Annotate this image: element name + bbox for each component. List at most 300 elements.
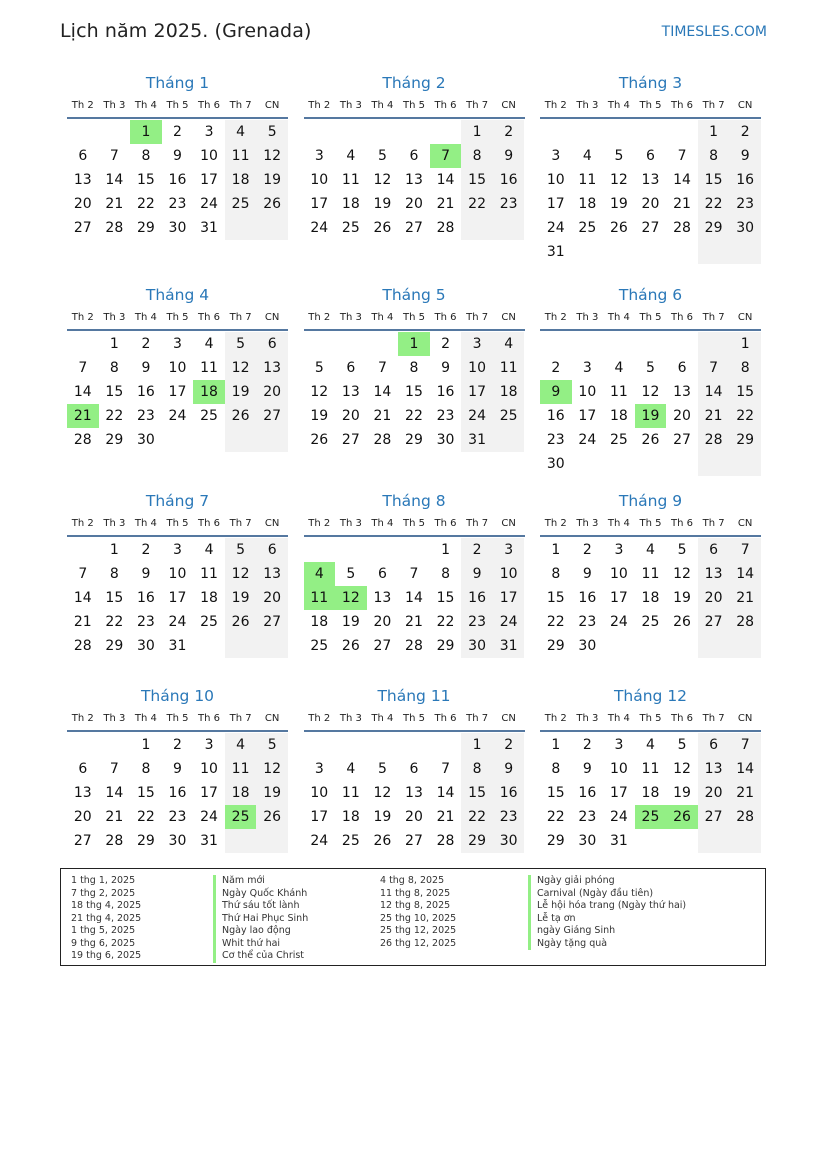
day-cell: 17 [200,172,218,188]
day-cell: 2 [582,737,592,753]
day-cell: 6 [698,538,730,562]
weekday-label: Th 7 [466,518,489,529]
empty-day-cell [698,332,730,356]
day-cell: 4 [646,737,655,753]
day-cell: 14 [673,172,691,188]
day-cell: 8 [698,144,730,168]
day-cell: 21 [729,781,761,805]
legend-holiday-name: Cơ thể của Christ [213,950,308,963]
day-cell: 5 [314,360,324,376]
empty-day-cell [256,428,288,452]
day-cell: 31 [546,244,565,260]
day-cell: 22 [136,809,155,825]
weekday-label: Th 2 [71,100,94,111]
day-cell: 24 [200,809,218,825]
day-cell: 18 [578,196,597,212]
empty-day-cell [430,120,462,144]
month-title: Tháng 1 [145,74,210,92]
day-cell: 7 [109,148,119,164]
empty-day-cell [398,120,430,144]
empty-day-cell [666,332,698,356]
day-cell: 8 [461,757,493,781]
day-cell: 12 [256,144,288,168]
day-cell: 24 [200,196,218,212]
day-cell: 20 [373,614,392,630]
day-cell: 11 [578,172,597,188]
weekday-label: Th 4 [371,713,394,724]
day-cell: 16 [729,168,761,192]
day-cell: 3 [204,124,214,140]
day-cell: 2 [141,542,151,558]
day-cell: 1 [461,733,493,757]
day-cell: 10 [310,172,329,188]
day-cell: 20 [673,408,691,424]
day-cell: 11 [341,172,360,188]
day-cell: 11 [609,384,628,400]
empty-day-cell [367,332,399,356]
day-cell: 6 [346,360,356,376]
day-cell: 13 [373,590,392,606]
day-cell: 18 [641,785,660,801]
day-cell: 23 [578,614,597,630]
weekday-label: Th 2 [308,312,331,323]
day-cell: 11 [225,144,257,168]
days-grid [67,332,288,452]
weekday-label: Th 4 [134,100,157,111]
day-cell: 3 [614,542,624,558]
weekday-label: CN [264,312,280,323]
day-cell: 28 [698,428,730,452]
weekday-label: CN [501,518,516,529]
day-cell: 24 [609,614,628,630]
empty-day-cell [698,634,730,658]
day-cell: 23 [546,432,565,448]
weekday-header [304,306,525,331]
brand-link[interactable]: TIMESLES.COM [661,24,767,40]
day-cell: 6 [78,761,88,777]
day-cell: 16 [578,785,597,801]
days-grid [67,733,288,853]
day-cell: 15 [436,590,455,606]
day-cell: 20 [341,408,360,424]
day-cell: 14 [436,785,455,801]
weekday-label: Th 2 [544,518,567,529]
day-cell: 25 [200,408,218,424]
day-cell: 13 [256,356,288,380]
empty-day-cell [335,538,367,562]
day-cell: 6 [677,360,687,376]
day-cell: 10 [609,566,628,582]
empty-day-cell [666,829,698,853]
weekday-header [540,94,761,119]
day-cell: 18 [200,590,218,606]
weekday-label: Th 5 [166,713,189,724]
day-cell: 27 [73,833,92,849]
empty-day-cell [335,733,367,757]
legend-holiday-name: Ngày Quốc Khánh [213,888,308,901]
weekday-label: Th 6 [434,312,457,323]
day-cell: 25 [341,220,360,236]
day-cell: 19 [225,380,257,404]
day-cell: 28 [405,638,423,654]
weekday-label: Th 4 [371,312,394,323]
day-cell: 26 [341,638,360,654]
day-cell: 12 [225,562,257,586]
day-cell: 6 [698,733,730,757]
month-calendar [304,685,525,896]
day-cell: 10 [310,785,329,801]
day-cell: 2 [493,733,525,757]
day-cell: 13 [698,757,730,781]
empty-day-cell [666,240,698,264]
day-cell: 29 [461,829,493,853]
day-cell: 25 [310,638,329,654]
day-cell: 23 [729,192,761,216]
day-cell: 23 [168,809,187,825]
legend-date: 11 thg 8, 2025 [380,887,451,899]
day-cell: 1 [109,542,119,558]
day-cell: 26 [609,220,628,236]
weekday-header [67,306,288,331]
day-cell: 17 [168,590,187,606]
day-cell: 16 [168,172,187,188]
day-cell: 19 [373,809,392,825]
empty-day-cell [335,120,367,144]
day-cell: 9 [173,148,182,164]
day-cell: 17 [546,196,565,212]
day-cell: 15 [461,781,493,805]
empty-day-cell [430,733,462,757]
day-cell: 26 [310,432,329,448]
weekday-label: Th 7 [702,100,725,111]
day-cell: 27 [341,432,360,448]
legend-holiday-name: Năm mới [213,875,308,888]
day-cell: 15 [405,384,423,400]
day-cell: 21 [436,809,455,825]
weekday-label: Th 2 [544,100,567,111]
day-cell: 3 [551,148,561,164]
legend-names-col-1 [213,875,308,963]
month-calendar [540,284,761,484]
day-cell: 7 [698,356,730,380]
day-cell: 19 [673,785,691,801]
legend-date: 7 thg 2, 2025 [71,887,136,899]
empty-day-cell [67,733,99,757]
weekday-label: CN [501,713,516,724]
day-cell: 27 [373,638,392,654]
day-cell: 10 [168,566,187,582]
holiday-day-cell: 12 [335,586,367,610]
empty-day-cell [635,240,667,264]
weekday-label: Th 5 [402,518,425,529]
day-cell: 12 [609,172,628,188]
empty-day-cell [461,216,493,240]
day-cell: 25 [641,614,660,630]
day-cell: 19 [256,168,288,192]
weekday-label: Th 2 [71,713,94,724]
day-cell: 11 [225,757,257,781]
day-cell: 19 [673,590,691,606]
weekday-label: Th 3 [339,518,362,529]
month-title: Tháng 8 [382,492,446,510]
weekday-label: Th 6 [671,518,694,529]
weekday-label: Th 7 [466,713,489,724]
day-cell: 22 [105,408,124,424]
day-cell: 11 [641,761,660,777]
day-cell: 7 [78,566,88,582]
weekday-label: Th 3 [339,312,362,323]
day-cell: 17 [493,586,525,610]
weekday-label: Th 5 [639,312,662,323]
empty-day-cell [367,120,399,144]
day-cell: 7 [78,360,88,376]
day-cell: 18 [493,380,525,404]
empty-day-cell [635,120,667,144]
day-cell: 4 [225,733,257,757]
day-cell: 7 [109,761,119,777]
day-cell: 14 [73,384,92,400]
day-cell: 13 [405,172,423,188]
day-cell: 24 [168,614,187,630]
weekday-label: Th 4 [607,312,630,323]
weekday-label: Th 4 [607,713,630,724]
day-cell: 21 [73,614,92,630]
day-cell: 27 [405,833,423,849]
empty-day-cell [193,428,225,452]
day-cell: 25 [609,432,628,448]
day-cell: 14 [405,590,423,606]
empty-day-cell [603,120,635,144]
day-cell: 6 [377,566,387,582]
day-cell: 4 [346,148,356,164]
empty-day-cell [572,240,604,264]
empty-day-cell [256,216,288,240]
day-cell: 2 [441,336,450,352]
day-cell: 2 [173,737,182,753]
day-cell: 1 [698,120,730,144]
day-cell: 5 [256,120,288,144]
day-cell: 23 [493,805,525,829]
day-cell: 10 [200,761,218,777]
month-calendar [304,72,525,278]
day-cell: 26 [256,805,288,829]
day-cell: 23 [168,196,187,212]
empty-day-cell [256,634,288,658]
weekday-label: Th 2 [71,312,94,323]
day-cell: 11 [493,356,525,380]
day-cell: 11 [200,566,218,582]
weekday-label: Th 5 [639,518,662,529]
weekday-label: Th 7 [702,312,725,323]
day-cell: 17 [310,809,329,825]
day-cell: 3 [461,332,493,356]
weekday-label: Th 6 [198,100,221,111]
day-cell: 15 [729,380,761,404]
day-cell: 9 [461,562,493,586]
weekday-label: Th 4 [371,100,394,111]
day-cell: 13 [341,384,360,400]
day-cell: 4 [346,761,356,777]
day-cell: 8 [141,761,151,777]
day-cell: 18 [225,168,257,192]
day-cell: 5 [677,737,687,753]
empty-day-cell [603,452,635,476]
weekday-label: Th 7 [466,100,489,111]
holiday-legend [60,868,766,966]
day-cell: 28 [373,432,392,448]
weekday-label: CN [264,713,280,724]
day-cell: 21 [105,196,124,212]
day-cell: 5 [225,538,257,562]
day-cell: 14 [729,562,761,586]
day-cell: 14 [436,172,455,188]
day-cell: 5 [346,566,356,582]
weekday-label: Th 7 [702,713,725,724]
day-cell: 13 [673,384,691,400]
day-cell: 7 [677,148,687,164]
day-cell: 24 [168,408,187,424]
empty-day-cell [398,538,430,562]
weekday-label: Th 3 [576,518,599,529]
legend-date: 19 thg 6, 2025 [71,950,142,961]
day-cell: 29 [405,432,423,448]
day-cell: 25 [200,614,218,630]
day-cell: 9 [441,360,450,376]
day-cell: 30 [136,638,155,654]
weekday-label: Th 3 [103,312,126,323]
day-cell: 15 [136,172,155,188]
month-title: Tháng 2 [382,74,446,92]
legend-holiday-name: Lễ tạ ơn [528,913,686,926]
empty-day-cell [304,120,336,144]
weekday-label: Th 3 [339,100,362,111]
day-cell: 22 [461,192,493,216]
day-cell: 9 [493,757,525,781]
day-cell: 28 [729,805,761,829]
day-cell: 17 [609,590,628,606]
holiday-day-cell: 25 [635,805,667,829]
day-cell: 23 [493,192,525,216]
empty-day-cell [162,428,194,452]
empty-day-cell [493,428,525,452]
days-grid [67,120,288,240]
day-cell: 21 [729,586,761,610]
day-cell: 14 [698,380,730,404]
days-grid [540,733,761,853]
weekday-label: Th 2 [308,713,331,724]
weekday-label: Th 3 [339,713,362,724]
day-cell: 3 [614,737,624,753]
day-cell: 30 [461,634,493,658]
weekday-label: Th 7 [229,518,252,529]
day-cell: 23 [136,614,155,630]
weekday-label: Th 4 [607,518,630,529]
month-title: Tháng 6 [618,286,683,304]
day-cell: 31 [461,428,493,452]
days-grid [67,538,288,658]
empty-day-cell [666,634,698,658]
day-cell: 22 [698,192,730,216]
empty-day-cell [635,829,667,853]
empty-day-cell [398,733,430,757]
day-cell: 15 [105,590,124,606]
day-cell: 11 [641,566,660,582]
day-cell: 3 [173,542,182,558]
weekday-label: Th 6 [198,312,221,323]
weekday-label: CN [501,312,516,323]
day-cell: 16 [461,586,493,610]
holiday-day-cell: 7 [430,144,462,168]
weekday-label: Th 4 [371,518,394,529]
day-cell: 3 [314,761,324,777]
day-cell: 29 [546,638,565,654]
empty-day-cell [635,332,667,356]
day-cell: 27 [256,404,288,428]
day-cell: 2 [461,538,493,562]
day-cell: 28 [436,833,455,849]
empty-day-cell [729,240,761,264]
day-cell: 27 [256,610,288,634]
day-cell: 13 [73,785,92,801]
days-grid [540,120,761,264]
days-grid [304,120,525,240]
day-cell: 19 [373,196,392,212]
day-cell: 1 [109,336,119,352]
holiday-day-cell: 1 [130,120,162,144]
day-cell: 8 [551,566,561,582]
day-cell: 10 [578,384,597,400]
empty-day-cell [304,733,336,757]
empty-day-cell [540,120,572,144]
day-cell: 22 [105,614,124,630]
weekday-label: Th 5 [166,312,189,323]
weekday-label: Th 2 [544,713,567,724]
day-cell: 19 [225,586,257,610]
empty-day-cell [698,829,730,853]
day-cell: 28 [105,220,124,236]
weekday-header [540,306,761,331]
day-cell: 12 [641,384,660,400]
day-cell: 4 [646,542,655,558]
day-cell: 26 [373,220,392,236]
days-grid [304,332,525,452]
month-calendar [304,490,525,690]
weekday-label: Th 3 [576,713,599,724]
day-cell: 26 [225,610,257,634]
legend-holiday-name: Whit thứ hai [213,938,308,951]
month-calendar [67,284,288,484]
weekday-label: Th 2 [544,312,567,323]
weekday-label: Th 5 [166,100,189,111]
day-cell: 10 [609,761,628,777]
day-cell: 17 [461,380,493,404]
day-cell: 14 [373,384,392,400]
weekday-label: Th 5 [166,518,189,529]
day-cell: 4 [614,360,624,376]
day-cell: 11 [341,785,360,801]
day-cell: 24 [310,220,329,236]
holiday-day-cell: 25 [225,805,257,829]
weekday-label: Th 6 [671,713,694,724]
day-cell: 10 [168,360,187,376]
day-cell: 24 [493,610,525,634]
days-grid [304,733,525,853]
day-cell: 22 [436,614,455,630]
holiday-day-cell: 18 [193,380,225,404]
empty-day-cell [67,120,99,144]
weekday-header [540,512,761,537]
weekday-label: Th 2 [308,518,331,529]
